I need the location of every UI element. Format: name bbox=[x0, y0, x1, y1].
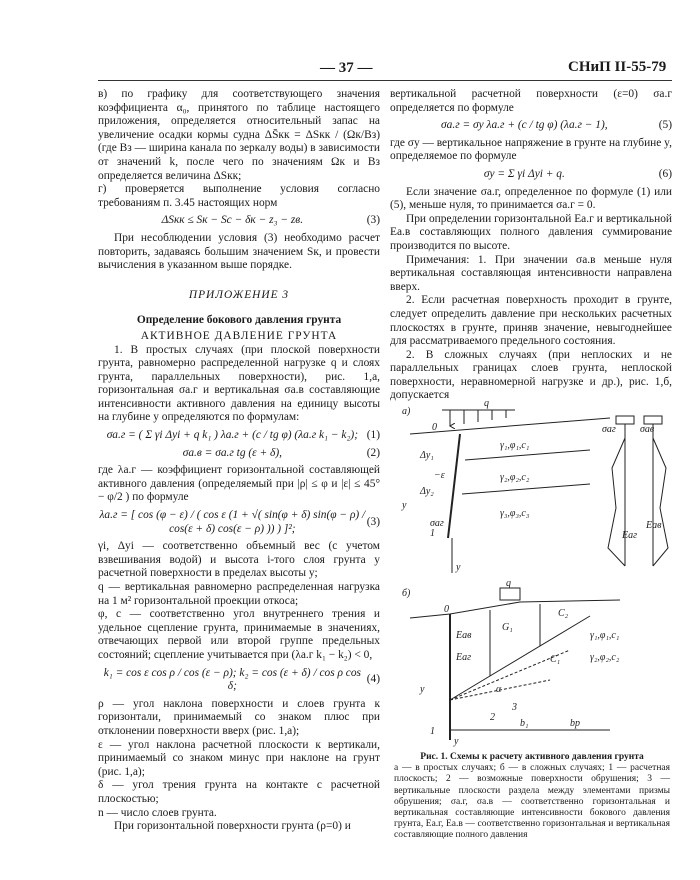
sigma-ag-label: σаг bbox=[430, 518, 444, 529]
para-sigma-y: где σy — вертикальное напряжение в грунте на глубине y, определяемое по формуле bbox=[390, 136, 672, 163]
def-eps: ε — угол наклона расчетной плоскости к вертикали, принимаемый со знаком минус при наклоне на грунт (рис. 1,а); bbox=[98, 738, 380, 778]
para-simple-cases: 1. В простых случаях (при плоской поверхности грунта, равномерно распределенной нагрузке q и слоях грунта, параллельных поверхности), рис. 1,а, горизонтальная σа.г и вертикальная σа.в составляющие интенсивности активного давления на единицу высоты на глубине y определяются по формулам: bbox=[98, 343, 380, 424]
def-phi-c: φ, c — соответственно угол внутреннего трения и удельное сцепление грунта, принимаемые в значениях, отвечающих первой или второй группе предельных состояний; сцепление учитывается при (λа.г k₁ − k₂) < 0, bbox=[98, 608, 380, 661]
equation-6: σy = Σ γi Δyi + q. (6) bbox=[483, 167, 672, 180]
E-av-label: Eав bbox=[646, 520, 662, 531]
G1-label: G₁ bbox=[502, 622, 513, 633]
C1-label: C₁ bbox=[550, 654, 561, 665]
design-plane bbox=[448, 434, 460, 538]
def-q: q — вертикальная равномерно распределенная нагрузка на 1 м² горизонтальной проекции откоса; bbox=[98, 581, 380, 607]
para-v: в) по графику для соответствующего значения коэффициента α₀, принятого по таблице настоящего приложения, определяется относительный запас на увеличение осадки кормы судна ΔS̄кк = ΔSкк / (Ωк/Bз) (где Bз — ширина канала по зеркалу воды) в зависимости от значений k, после чего по значениям Ωк и Bз определяется величина ΔSкк; bbox=[98, 88, 380, 182]
C2-label: C₂ bbox=[558, 608, 569, 619]
caption-title: Рис. 1. Схемы к расчету активного давления грунта bbox=[420, 752, 644, 762]
section-title: Определение бокового давления грунта bbox=[136, 314, 342, 327]
dy2-label: Δy₂ bbox=[420, 486, 434, 497]
svg-text:q: q bbox=[506, 580, 511, 589]
layer-boundary-2 bbox=[462, 484, 590, 494]
figure-a bbox=[390, 398, 672, 578]
pressure-diagrams bbox=[608, 416, 668, 566]
plane-number-b: 1 bbox=[430, 726, 435, 737]
equation-5: σа.г = σy λа.г + (c / tg φ) (λа.г − 1), (5) bbox=[441, 119, 672, 132]
equation-3: ΔSкк ≤ Sк − Sс − δк − z₃ − zв. (3) bbox=[161, 214, 380, 227]
E-av-b: Eав bbox=[456, 630, 472, 641]
alpha-label: α bbox=[496, 684, 502, 695]
point-load bbox=[500, 588, 520, 600]
y-dim-label: y bbox=[402, 500, 407, 511]
origin-label: 0 bbox=[432, 422, 437, 433]
surface-number-2: 2 bbox=[490, 712, 495, 723]
equation-1: σа.г = ( Σ γi Δyi + q k₁ ) λа.г + (c / tg φ) (λа.г k₁ − k₂); (1) bbox=[106, 429, 380, 442]
para-vertical-surface: вертикальной расчетной поверхности (ε=0) σа.г определяется по формуле bbox=[390, 88, 672, 114]
def-n: n — число слоев грунта. bbox=[98, 806, 217, 819]
para-repeat: При несоблюдении условия (3) необходимо расчет повторить, задаваясь большим значением Sк, и провести вычисления в указанном выше порядке. bbox=[98, 231, 380, 272]
para-horizontal: При горизонтальной поверхности грунта (ρ=0) и bbox=[114, 820, 351, 833]
figure-b-label: б) bbox=[402, 588, 411, 599]
figure-caption bbox=[394, 752, 670, 842]
E-ag-label: Eаг bbox=[622, 530, 638, 541]
E-ag-b: Eаг bbox=[456, 652, 472, 663]
layer-3-props: γ₃,φ₃,c₃ bbox=[500, 508, 530, 519]
sigma-ag-diagram: σаг bbox=[602, 424, 616, 435]
svg-text:y: y bbox=[456, 562, 461, 573]
caption-body: а — в простых случаях; б — в сложных случаях; 1 — расчетная плоскость; 2 — возможные поверхности обрушения; 3 — вертикальные плоскости раздела между элементами призмы обрушения; σа.г, σа.в — соответственно горизонтальная и вертикальная составляющие интенсивности бокового давления грунта, Eа.г, Eа.в — соответственно горизонтальная и вертикальная составляющие полного давления bbox=[394, 763, 670, 841]
divider-number-3: 3 bbox=[512, 702, 517, 713]
epsilon-label: −ε bbox=[434, 470, 445, 481]
subsection-title: АКТИВНОЕ ДАВЛЕНИЕ ГРУНТА bbox=[140, 329, 338, 342]
def-gamma: γi, Δyi — соответственно объемный вес (с учетом взвешивания водой) и высота i-того слоя грунта у расчетной поверхности в пределах высоты y; bbox=[98, 540, 380, 580]
document-code: СНиП II-55-79 bbox=[568, 59, 667, 75]
appendix-heading: ПРИЛОЖЕНИЕ 3 bbox=[188, 288, 290, 301]
y-dim-label-b: y bbox=[420, 684, 425, 695]
bp-label: bр bbox=[570, 718, 580, 729]
para-summation: При определении горизонтальной Eа.г и вертикальной Eа.в составляющих полного давления суммирование производится по высоте. bbox=[390, 212, 672, 252]
header-rule bbox=[98, 80, 672, 81]
def-rho: ρ — угол наклона поверхности и слоев грунта к горизонтали, принимаемый со знаком плюс при отклонении поверхности вверх (рис. 1,а); bbox=[98, 697, 380, 737]
layer-boundary-1 bbox=[465, 450, 590, 460]
right-column bbox=[390, 88, 672, 403]
layer-2-props: γ₂,φ₂,c₂ bbox=[500, 472, 530, 483]
equation-lambda: λа.г = [ cos (φ − ε) / ( cos ε (1 + √( sin(φ + δ) sin(φ − ρ) / cos(ε + δ) cos(ε − ρ) )) ) ]²; (3) bbox=[99, 509, 380, 535]
figure-a-label: а) bbox=[402, 406, 411, 417]
para-complex-cases: 2. В сложных случаях (при неплоских и не параллельных границах слоев грунта, неплоской поверхности, неравномерной нагрузке и др.), рис. 1,б, допускается bbox=[390, 348, 672, 402]
note-2: 2. Если расчетная поверхность проходит в грунте, следует определить давление при нескольких расчетных плоскостях в грунте, приняв значение, невыгоднейшее для рассматриваемого предельного состояния. bbox=[390, 294, 672, 348]
ground-surface-b bbox=[410, 600, 620, 618]
surcharge-load bbox=[442, 398, 515, 426]
svg-text:y: y bbox=[454, 736, 459, 747]
svg-text:q: q bbox=[484, 398, 489, 409]
b1-label: b₁ bbox=[520, 718, 529, 729]
page-number: — 37 — bbox=[320, 60, 373, 76]
layer-2-props-b: γ₂,φ₂,c₂ bbox=[590, 652, 620, 663]
plane-number: 1 bbox=[430, 528, 435, 539]
para-lambda-def: где λа.г — коэффициент горизонтальной составляющей активного давления (определяемый при |ρ| ≤ φ и |ε| ≤ 45° − φ/2 ) по формуле bbox=[98, 464, 380, 504]
note-1: Примечания: 1. При значении σа.в меньше нуля вертикальная составляющая интенсивности направлена вверх. bbox=[390, 253, 672, 293]
dy1-label: Δy₁ bbox=[420, 450, 434, 461]
para-g: г) проверяется выполнение условия согласно требованиям п. 3.45 настоящих норм bbox=[98, 183, 380, 209]
layer-1-props-b: γ₁,φ₁,c₁ bbox=[590, 630, 620, 641]
layer-1-props: γ₁,φ₁,c₁ bbox=[500, 440, 530, 451]
equation-2: σа.в = σа.г tg (ε + δ), (2) bbox=[182, 446, 380, 459]
sigma-av-diagram: σав bbox=[640, 424, 655, 435]
left-column bbox=[98, 88, 380, 834]
ground-surface bbox=[410, 418, 610, 434]
origin-b: 0 bbox=[444, 604, 449, 615]
figure-b bbox=[390, 580, 672, 750]
equation-4: k₁ = cos ε cos ρ / cos (ε − ρ); k₂ = cos (ε + δ) / cos ρ cos δ; (4) bbox=[103, 666, 380, 693]
def-delta: δ — угол трения грунта на контакте с расчетной плоскостью; bbox=[98, 779, 380, 805]
para-negative: Если значение σа.г, определенное по формуле (1) или (5), меньше нуля, то принимается σа.г = 0. bbox=[390, 185, 672, 212]
